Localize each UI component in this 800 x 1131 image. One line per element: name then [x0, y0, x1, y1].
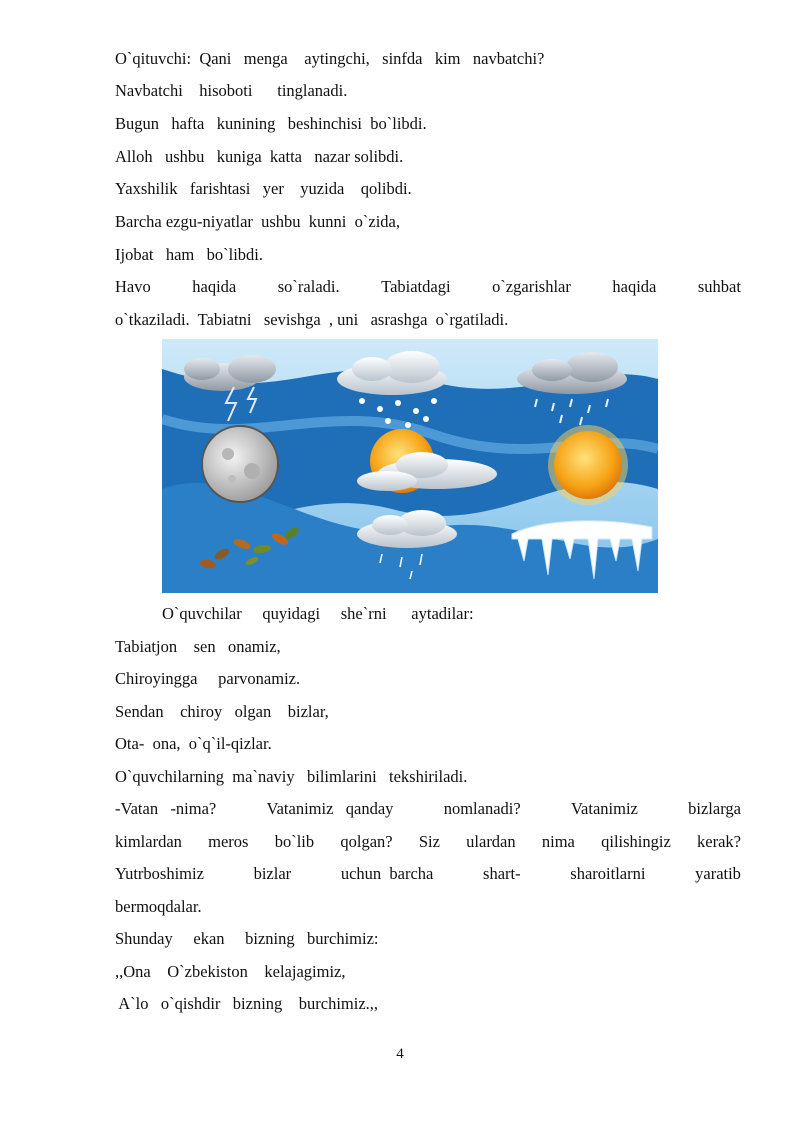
intro-line-4: Alloh ushbu kuniga katta nazar solibdi.	[115, 147, 404, 166]
word: yaratib	[695, 864, 741, 883]
weather-illustration	[162, 339, 658, 593]
question-line-2	[115, 831, 741, 853]
question-line-3	[115, 863, 741, 885]
word: sharoitlarni	[570, 864, 646, 883]
check-line: O`quvchilarning ma`naviy bilimlarini tekshiriladi.	[115, 767, 468, 786]
word: haqida	[612, 277, 657, 296]
poem-line-3: Sendan chiroy olgan bizlar,	[115, 702, 329, 721]
word: uchun barcha	[340, 864, 434, 883]
word: Havo	[115, 277, 151, 296]
word: qolgan?	[340, 832, 393, 851]
word: so`raladi.	[277, 277, 340, 296]
question-line-1	[115, 798, 741, 820]
question-line-4: bermoqdalar.	[115, 897, 202, 916]
havo-line-1	[115, 276, 741, 298]
closing-line-3: A`lo o`qishdir bizning burchimiz.,,	[115, 994, 379, 1013]
poem-line-1: Tabiatjon sen onamiz,	[115, 637, 281, 656]
closing-line-1: Shunday ekan bizning burchimiz:	[115, 929, 379, 948]
word: meros	[208, 832, 249, 851]
word: kimlardan	[115, 832, 182, 851]
intro-line-6: Barcha ezgu-niyatlar ushbu kunni o`zida,	[115, 212, 400, 231]
word: bizlar	[253, 864, 292, 883]
word: shart-	[483, 864, 521, 883]
closing-line-2: ,,Ona O`zbekiston kelajagimiz,	[115, 962, 346, 981]
word: suhbat	[697, 277, 741, 296]
word: bo`lib	[274, 832, 315, 851]
word: Yutrboshimiz	[115, 864, 204, 883]
word: Siz	[418, 832, 440, 851]
word: o`zgarishlar	[492, 277, 571, 296]
poem-intro: O`quvchilar quyidagi she`rni aytadilar:	[162, 604, 474, 623]
word: nima	[541, 832, 575, 851]
word: haqida	[192, 277, 237, 296]
moon-icon	[202, 426, 278, 502]
word: Tabiatdagi	[381, 277, 451, 296]
word: Vatanimiz	[570, 799, 638, 818]
intro-line-2: Navbatchi hisoboti tinglanadi.	[115, 81, 348, 100]
intro-line-1: O`qituvchi: Qani menga aytingchi, sinfda kim navbatchi?	[115, 49, 545, 68]
intro-line-3: Bugun hafta kunining beshinchisi bo`libdi.	[115, 114, 427, 133]
word: -Vatan -nima?	[115, 799, 217, 818]
page-number: 4	[396, 1046, 404, 1062]
word: kerak?	[697, 832, 741, 851]
word: ulardan	[466, 832, 516, 851]
sun-icon	[548, 425, 628, 505]
word: Vatanimiz qanday	[266, 799, 394, 818]
intro-line-5: Yaxshilik farishtasi yer yuzida qolibdi.	[115, 179, 412, 198]
havo-line-2: o`tkaziladi. Tabiatni sevishga , uni asrashga o`rgatiladi.	[115, 310, 509, 329]
poem-line-4: Ota- ona, o`q`il-qizlar.	[115, 734, 272, 753]
word: nomlanadi?	[443, 799, 521, 818]
word: qilishingiz	[601, 832, 671, 851]
poem-line-2: Chiroyingga parvonamiz.	[115, 669, 301, 688]
intro-line-7: Ijobat ham bo`libdi.	[115, 245, 264, 264]
word: bizlarga	[688, 799, 741, 818]
